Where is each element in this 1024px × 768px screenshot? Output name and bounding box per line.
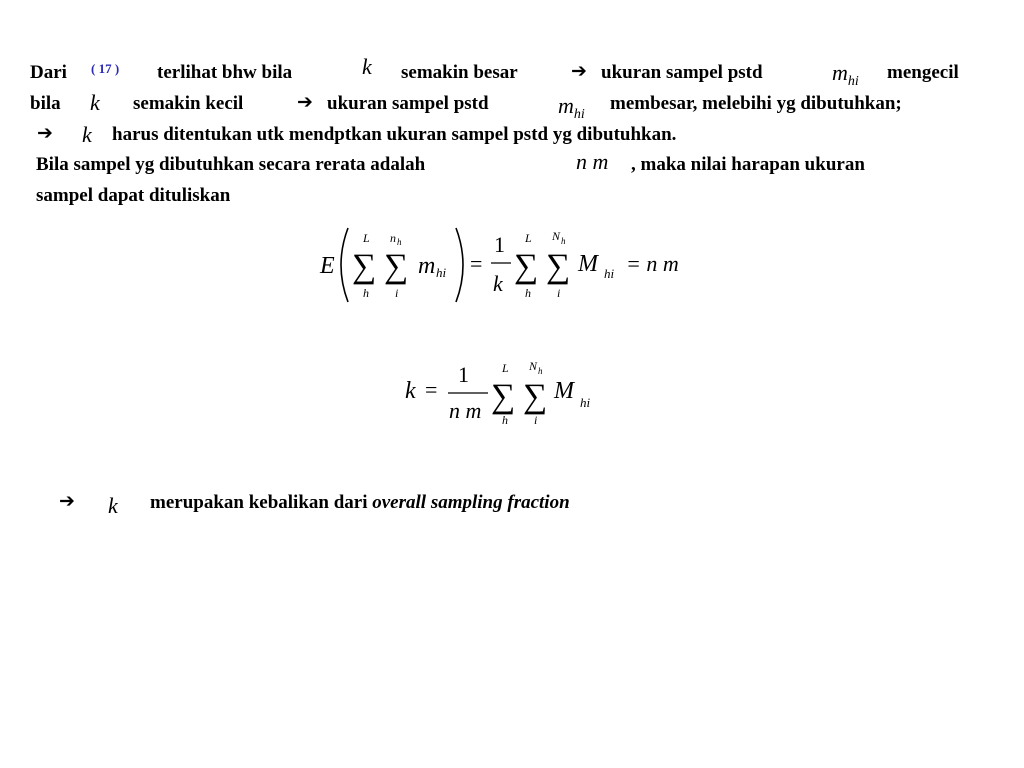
sum-upper-L: L — [502, 361, 509, 375]
sum-symbol: ∑ — [523, 378, 548, 415]
symbol-M-sub: hi — [604, 266, 615, 281]
expected-value-equation — [310, 222, 700, 308]
symbol-k: k — [108, 493, 118, 518]
symbol-E: E — [320, 253, 335, 279]
right-arrow-icon: ➔ — [297, 91, 313, 113]
text-semakin-kecil: semakin kecil — [133, 93, 244, 114]
sum-upper-N: N — [552, 229, 561, 243]
fraction-numerator: 1 — [458, 362, 469, 387]
symbol-m-sub: hi — [436, 265, 447, 280]
sum-upper-n-sub: h — [397, 237, 402, 247]
sum-lower-i: i — [395, 286, 399, 300]
fraction-denominator: n m — [449, 398, 482, 423]
sum-symbol: ∑ — [546, 248, 571, 285]
text-kebalikan: merupakan kebalikan dari overall sampling fraction — [150, 492, 570, 513]
symbol-m-hi: $m_{hi}$ — [558, 93, 585, 122]
sum-symbol: ∑ — [491, 378, 516, 415]
sum-lower-i: i — [534, 413, 538, 427]
equals-sign: = — [425, 377, 438, 402]
sum-symbol: ∑ — [514, 248, 539, 285]
symbol-k: k — [90, 90, 100, 115]
sum-upper-L: L — [525, 231, 532, 245]
text-bila-sampel: Bila sampel yg dibutuhkan secara rerata adalah — [36, 154, 426, 175]
text-sampel-dapat: sampel dapat dituliskan — [36, 185, 231, 206]
text-semakin-besar: semakin besar — [401, 62, 518, 83]
symbol-k: k — [405, 378, 416, 404]
text-ukuran-2: ukuran sampel pstd — [327, 93, 489, 114]
sum-lower-h: h — [363, 286, 369, 300]
equals-nm: = n m — [626, 251, 679, 276]
text-dari: Dari — [30, 62, 67, 83]
reference-17[interactable]: ( 17 ) — [91, 61, 120, 76]
fraction-denominator: k — [493, 271, 503, 296]
symbol-m-hi: $m_{hi}$ — [832, 60, 859, 89]
right-arrow-icon: ➔ — [59, 490, 75, 512]
sum-symbol: ∑ — [352, 248, 377, 285]
sum-upper-N: N — [529, 359, 538, 373]
symbol-M: M — [554, 378, 574, 404]
text-bila: bila — [30, 93, 61, 114]
left-paren — [341, 228, 348, 302]
fraction-numerator: 1 — [494, 232, 505, 257]
symbol-M-sub: hi — [580, 395, 591, 410]
sum-upper-N-sub: h — [538, 366, 543, 376]
sum-lower-i: i — [557, 286, 561, 300]
right-arrow-icon: ➔ — [571, 60, 587, 82]
text-mengecil: mengecil — [887, 62, 959, 83]
text-overall-sampling-fraction: overall sampling fraction — [372, 492, 570, 513]
sum-upper-n: n — [390, 231, 396, 245]
symbol-M: M — [578, 251, 598, 277]
sum-lower-h: h — [502, 413, 508, 427]
k-equation — [398, 352, 608, 432]
symbol-nm: n m — [576, 149, 609, 174]
equals-sign: = — [470, 251, 483, 276]
sum-upper-N-sub: h — [561, 236, 566, 246]
symbol-m: m — [418, 253, 436, 279]
right-paren — [456, 228, 463, 302]
sum-upper-L: L — [363, 231, 370, 245]
text-ukuran-1: ukuran sampel pstd — [601, 62, 763, 83]
right-arrow-icon: ➔ — [37, 122, 53, 144]
sum-lower-h: h — [525, 286, 531, 300]
text-membesar: membesar, melebihi yg dibutuhkan; — [610, 93, 902, 114]
symbol-k: k — [82, 122, 92, 147]
sum-symbol: ∑ — [384, 248, 409, 285]
symbol-k: k — [362, 54, 372, 79]
text-terlihat: terlihat bhw bila — [157, 62, 293, 83]
text-harus: harus ditentukan utk mendptkan ukuran sampel pstd yg dibutuhkan. — [112, 124, 677, 145]
text-maka: , maka nilai harapan ukuran — [631, 154, 865, 175]
